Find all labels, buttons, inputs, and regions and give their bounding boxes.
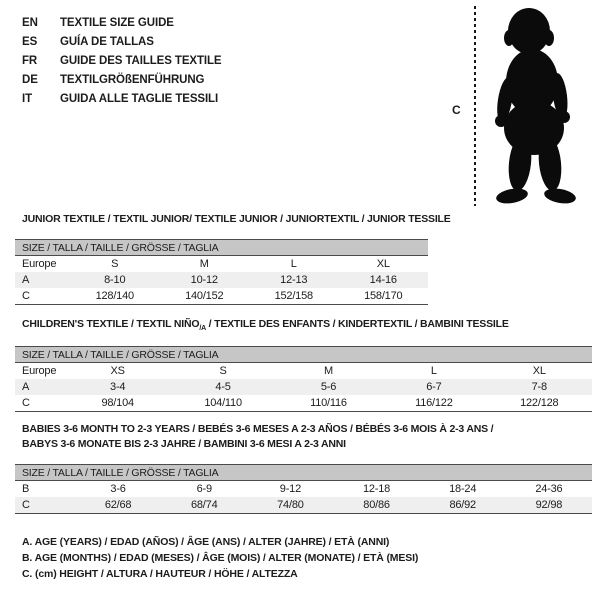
size-cell: XS xyxy=(110,365,125,377)
size-cell: 74/80 xyxy=(247,497,333,514)
size-cell: M xyxy=(199,258,209,270)
lang-row-de xyxy=(22,70,222,89)
size-cell: 140/152 xyxy=(160,288,250,305)
size-cell: 4-5 xyxy=(170,379,275,395)
title-line: BABYS 3-6 MONATE BIS 2-3 JAHRE / BAMBINI 3-6 MESI A 2-3 ANNI xyxy=(22,438,346,450)
size-cell: M xyxy=(323,365,333,377)
table-row xyxy=(15,379,592,395)
size-cell: L xyxy=(290,258,297,270)
footnote-b: B. AGE (MONTHS) / EDAD (MESES) / ÂGE (MOIS) / ALTER (MONATE) / ETÀ (MESI) xyxy=(22,552,419,564)
section-title-babies xyxy=(22,422,493,452)
footnote-c: C. (cm) HEIGHT / ALTURA / HAUTEUR / HÖHE / ALTEZZA xyxy=(22,568,298,580)
junior-size-table xyxy=(15,239,428,305)
footnote-a: A. AGE (YEARS) / EDAD (AÑOS) / ÂGE (ANS) / ALTER (JAHRE) / ETÀ (ANNI) xyxy=(22,536,390,548)
lang-row-es xyxy=(22,32,222,51)
size-cell: 8-10 xyxy=(70,272,160,288)
lang-code: EN xyxy=(22,16,38,29)
size-cell: 18-24 xyxy=(449,483,477,495)
size-cell: 12-18 xyxy=(362,483,391,495)
row-label: A xyxy=(15,379,65,395)
size-header-row xyxy=(15,347,592,363)
size-cell: 104/110 xyxy=(170,395,275,412)
size-header-row xyxy=(15,465,592,481)
lang-row-it xyxy=(22,89,222,108)
size-cell: S xyxy=(219,365,227,377)
size-cell: 3-4 xyxy=(65,379,170,395)
table-row xyxy=(15,256,428,273)
table-row xyxy=(15,363,592,380)
size-cell: 122/128 xyxy=(487,395,592,412)
lang-label: TEXTILE SIZE GUIDE xyxy=(60,16,174,29)
babies-size-table xyxy=(15,464,592,514)
row-label: Europe xyxy=(22,258,57,270)
row-label: B xyxy=(22,483,30,495)
size-cell: S xyxy=(111,258,119,270)
lang-row-en xyxy=(22,13,222,32)
size-cell: 86/92 xyxy=(420,497,506,514)
size-cell: 10-12 xyxy=(160,272,250,288)
height-measure-dashed-line xyxy=(474,6,476,206)
size-cell: 128/140 xyxy=(70,288,160,305)
lang-label: GUÍA DE TALLAS xyxy=(60,35,154,48)
size-cell: L xyxy=(430,365,437,377)
table-row xyxy=(15,288,428,305)
title-part: CHILDREN'S TEXTILE / TEXTIL NIÑO xyxy=(22,318,200,330)
language-title-block xyxy=(22,13,222,108)
lang-code: DE xyxy=(22,73,38,86)
lang-row-fr xyxy=(22,51,222,70)
size-header-row xyxy=(15,240,428,256)
size-cell: 158/170 xyxy=(339,288,429,305)
table-row xyxy=(15,497,592,514)
lang-code: ES xyxy=(22,35,38,48)
size-cell: 116/122 xyxy=(381,395,486,412)
size-header-label: SIZE / TALLA / TAILLE / GRÖSSE / TAGLIA xyxy=(15,347,592,363)
size-cell: 6-7 xyxy=(381,379,486,395)
title-part-subscript: /A xyxy=(199,325,206,333)
table-row xyxy=(15,395,592,412)
row-label: C xyxy=(15,288,70,305)
height-measure-label: C xyxy=(452,103,461,117)
size-header-label: SIZE / TALLA / TAILLE / GRÖSSE / TAGLIA xyxy=(15,240,428,256)
size-cell: 7-8 xyxy=(487,379,592,395)
row-label: C xyxy=(15,497,75,514)
lang-label: GUIDE DES TAILLES TEXTILE xyxy=(60,54,222,67)
size-cell: 9-12 xyxy=(279,483,301,495)
lang-code: FR xyxy=(22,54,38,67)
section-title-children xyxy=(22,318,509,332)
section-title-junior: JUNIOR TEXTILE / TEXTIL JUNIOR/ TEXTILE JUNIOR / JUNIORTEXTIL / JUNIOR TESSILE xyxy=(22,213,451,225)
size-cell: 98/104 xyxy=(65,395,170,412)
size-cell: 68/74 xyxy=(161,497,247,514)
title-line: BABIES 3-6 MONTH TO 2-3 YEARS / BEBÉS 3-6 MESES A 2-3 AÑOS / BÉBÉS 3-6 MOIS À 2-3 ANS / xyxy=(22,423,494,435)
size-cell: 110/116 xyxy=(276,395,381,412)
size-cell: 14-16 xyxy=(339,272,429,288)
footnotes-block xyxy=(22,536,418,584)
baby-silhouette-icon xyxy=(487,4,589,206)
table-row xyxy=(15,481,592,498)
size-cell: 6-9 xyxy=(196,483,212,495)
size-header-label: SIZE / TALLA / TAILLE / GRÖSSE / TAGLIA xyxy=(15,465,592,481)
row-label: A xyxy=(15,272,70,288)
size-cell: 12-13 xyxy=(249,272,339,288)
lang-label: TEXTILGRÖßENFÜHRUNG xyxy=(60,73,205,86)
table-row xyxy=(15,272,428,288)
size-cell: 24-36 xyxy=(535,483,563,495)
row-label: C xyxy=(15,395,65,412)
size-cell: 92/98 xyxy=(506,497,592,514)
size-cell: 3-6 xyxy=(110,483,126,495)
row-label: Europe xyxy=(22,365,57,377)
lang-code: IT xyxy=(22,92,33,105)
lang-label: GUIDA ALLE TAGLIE TESSILI xyxy=(60,92,219,105)
size-cell: 62/68 xyxy=(75,497,161,514)
size-cell: 152/158 xyxy=(249,288,339,305)
size-cell: XL xyxy=(376,258,390,270)
children-size-table xyxy=(15,346,592,412)
title-part: / TEXTILE DES ENFANTS / KINDERTEXTIL / BAMBINI TESSILE xyxy=(205,318,509,330)
size-cell: 5-6 xyxy=(276,379,381,395)
size-cell: XL xyxy=(532,365,546,377)
size-cell: 80/86 xyxy=(333,497,419,514)
